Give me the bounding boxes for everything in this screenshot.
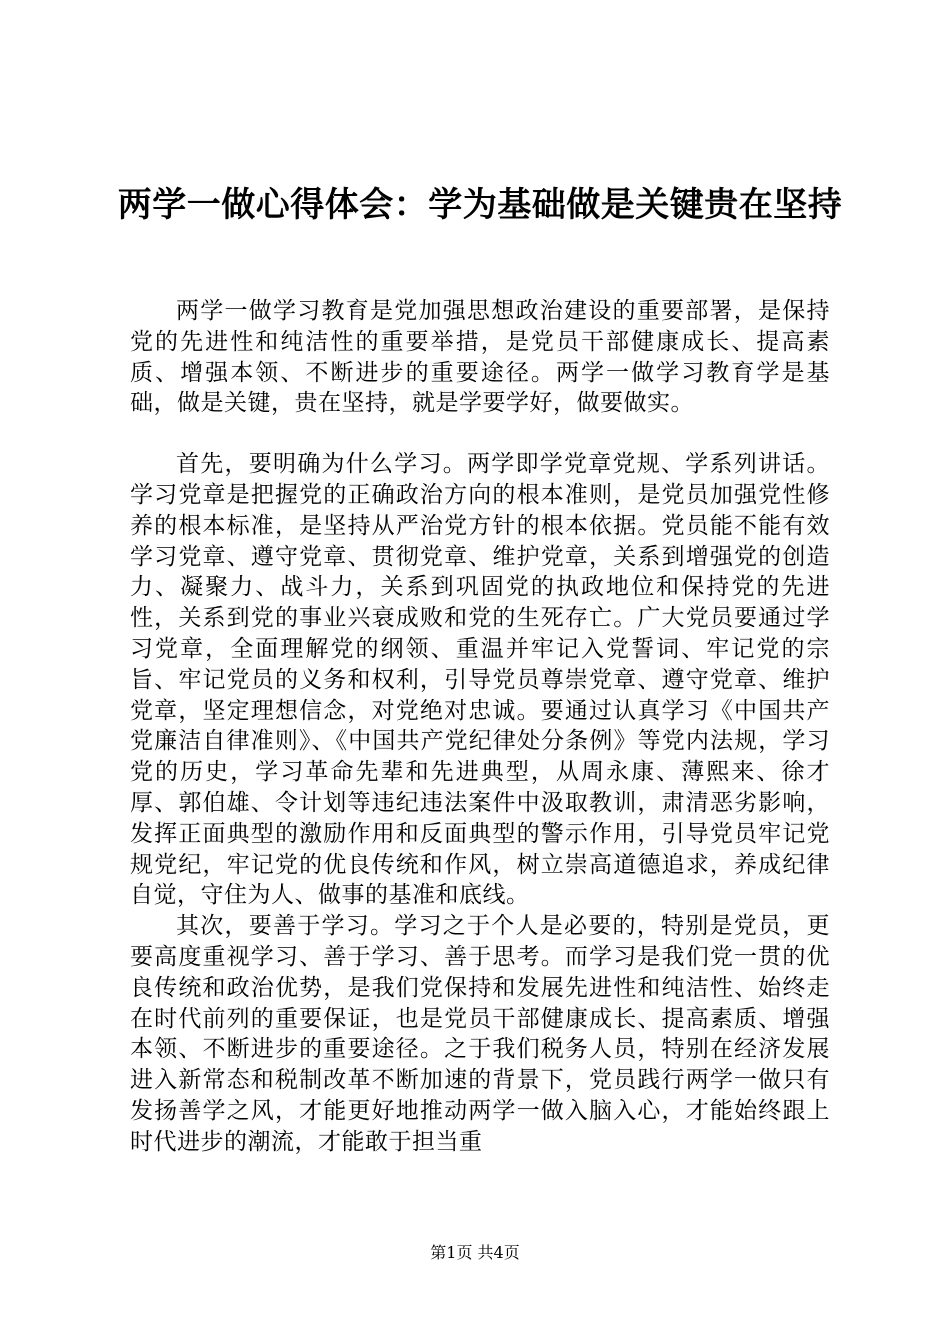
paragraph-first: 首先，要明确为什么学习。两学即学党章党规、学系列讲话。学习党章是把握党的正确政治方向的根本准则，是党员加强党性修养的根本标准，是坚持从严治党方针的根本依据。党员能不能有效学习党章、遵守党章、贯彻党章、维护党章，关系到增强党的创造力、凝聚力、战斗力，关系到巩固党的执政地位和保持党的先进性，关系到党的事业兴衰成败和党的生死存亡。广大党员要通过学习党章，全面理解党的纲领、重温并牢记入党誓词、牢记党的宗旨、牢记党员的义务和权利，引导党员尊崇党章、遵守党章、维护党章，坚定理想信念，对党绝对忠诚。要通过认真学习《中国共产党廉洁自律准则》、《中国共产党纪律处分条例》等党内法规，学习党的历史，学习革命先辈和先进典型，从周永康、薄熙来、徐才厚、郭伯雄、令计划等违纪违法案件中汲取教训，肃清恶劣影响，发挥正面典型的激励作用和反面典型的警示作用，引导党员牢记党规党纪，牢记党的优良传统和作风，树立崇高道德追求，养成纪律自觉，守住为人、做事的基准和底线。 bbox=[130, 451, 830, 909]
document-title: 两学一做心得体会：学为基础做是关键贵在坚持 bbox=[117, 185, 843, 225]
paragraph-intro: 两学一做学习教育是党加强思想政治建设的重要部署，是保持党的先进性和纯洁性的重要举措，是党员干部健康成长、提高素质、增强本领、不断进步的重要途径。两学一做学习教育学是基础，做是关键，贵在坚持，就是学要学好，做要做实。 bbox=[130, 298, 830, 417]
page-number-footer: 第1页 共4页 bbox=[430, 1243, 520, 1262]
document-body bbox=[130, 296, 830, 1158]
paragraph-second: 其次，要善于学习。学习之于个人是必要的，特别是党员，更要高度重视学习、善于学习、善于思考。而学习是我们党一贯的优良传统和政治优势，是我们党保持和发展先进性和纯洁性、始终走在时代前列的重要保证，也是党员干部健康成长、提高素质、增强本领、不断进步的重要途径。之于我们税务人员，特别在经济发展进入新常态和税制改革不断加速的背景下，党员践行两学一做只有发扬善学之风，才能更好地推动两学一做入脑入心，才能始终跟上时代进步的潮流，才能敢于担当重 bbox=[130, 913, 830, 1155]
